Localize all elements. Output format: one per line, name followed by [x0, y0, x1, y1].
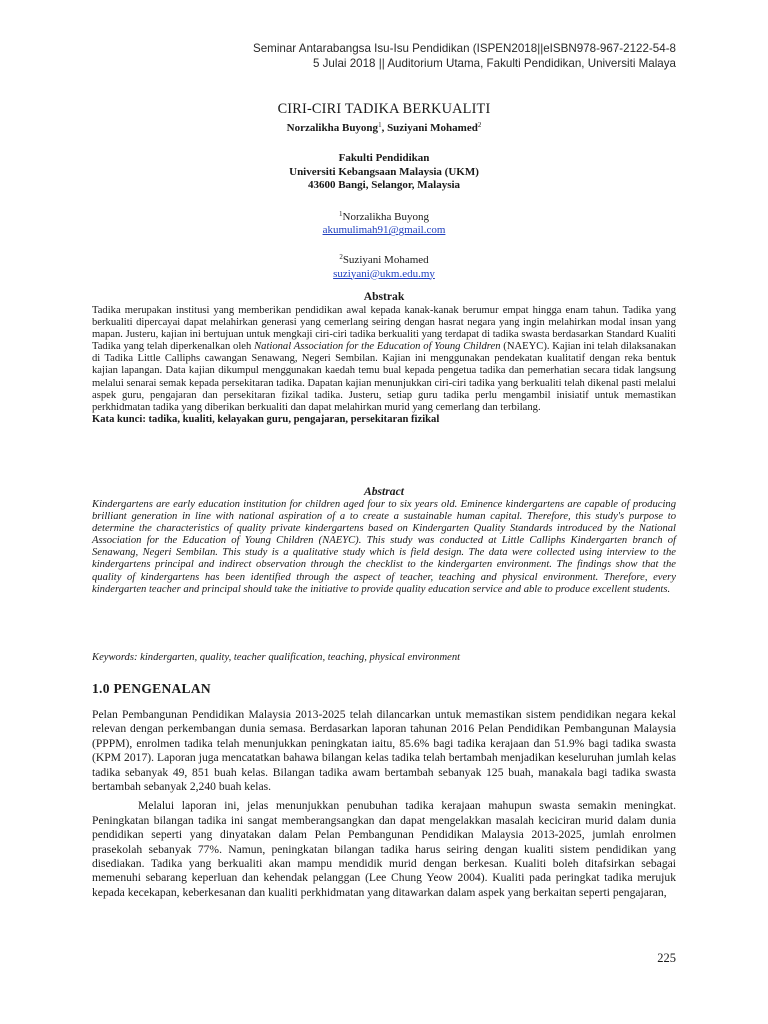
author-2-sup: 2	[477, 121, 482, 129]
abstract-ms-body	[92, 305, 676, 426]
affiliation-line-3: 43600 Bangi, Selangor, Malaysia	[307, 179, 461, 192]
contact-1-name: Norzalikha Buyong	[342, 210, 429, 223]
abstract-ms-heading: Abstrak	[363, 290, 405, 303]
section-body	[92, 708, 676, 900]
abstract-en-text: Kindergartens are early education institution for children aged four to six years old. Eminence kindergartens are capable of producing brilliant generation in line with national aspiration of a to create a sustainable human capital. Therefore, this study's purpose to determine the characteristics of quality private kindergartens based on Kindergarten Quality Standards introduced by the National Association for the Education of Young Children (NAEYC). This study was conducted at Little Calliphs Kindergarten branch of Senawang, Negeri Sembilan. This study is a qualitative study which is field design. The data were collected using interview to the kindergartens principal and indirect observation through the checklist to the kindergarten environment. The findings show that the quality of kindergartens has been identified through the aspect of teacher, teaching and physical environment. Therefore, every kindergarten teacher and principal should take the initiative to provide quality education service and able to produce excellent students.	[92, 499, 676, 595]
contact-block	[92, 208, 676, 281]
header-line-2: 5 Julai 2018 || Auditorium Utama, Fakulti Pendidikan, Universiti Malaya	[312, 57, 676, 70]
section-heading: 1.0 PENGENALAN	[92, 681, 211, 696]
affiliation	[92, 152, 676, 193]
contact-2-name: Suziyani Mohamed	[342, 253, 429, 266]
abstract-en-heading: Abstract	[364, 485, 404, 498]
header-line-1: Seminar Antarabangsa Isu-Isu Pendidikan (ISPEN2018||eISBN978-967-2122-54-8	[252, 42, 676, 55]
paper-title: CIRI-CIRI TADIKA BERKUALITI	[277, 101, 491, 117]
abstract-ms-text-a: Tadika merupakan institusi yang memberikan pendidikan awal kepada kanak-kanak berumur empat hingga enam tahun. Tadika yang berkualiti dipercayai dapat melahirkan generasi yang cemerlang seiring dengan hasrat negara yang ingin melahirkan modal insan yang mapan. Justeru, kajian ini bertujuan untuk mengkaji ciri-ciri tadika berkualiti yang terdapat di tadika swasta berdasarkan Standard Kualiti Tadika yang telah diperkenalkan oleh	[92, 305, 676, 353]
contact-1-email-link[interactable]: akumulimah91@gmail.com	[322, 224, 446, 237]
contact-1-name-line	[92, 208, 676, 225]
author-1: Norzalikha Buyong	[286, 122, 379, 134]
contact-2-name-line	[92, 251, 676, 268]
contact-2-sup: 2	[339, 252, 343, 261]
page-number: 225	[657, 951, 676, 965]
abstract-ms-text	[92, 305, 676, 414]
section-paragraph-1: Pelan Pembangunan Pendidikan Malaysia 2013-2025 telah dilancarkan untuk memastikan sistem pendidikan negara kekal relevan dengan perkembangan dunia semasa. Berdasarkan laporan tahunan 2016 Pelan Pendidikan Pembangunan Malaysia (PPPM), enrolmen tadika telah menunjukkan peningkatan iaitu, 85.6% bagi tadika kerajaan dan 51.9% bagi tadika swasta (KPM 2017). Laporan juga mencatatkan bahawa bilangan kelas tadika telah bertambah menjadikan keseluruhan jumlah kelas tadika sebanyak 49, 851 buah kelas. Bilangan tadika awam bertambah sebanyak 125 buah, manakala bagi tadika swasta bertambah sebanyak 2,240 buah kelas.	[92, 708, 676, 794]
abstract-ms-text-b: (NAEYC). Kajian ini telah dilaksanakan di Tadika Little Calliphs cawangan Senawang, Negeri Sembilan. Kajian ini menggunakan pendekatan kualitatif dengan reka bentuk kajian lapangan. Data kajian dikumpul menggunakan kaedah temu bual kepada pengetua tadika dan pemerhatian secara tidak langsung melalui senarai semak kepada persekitaran tadika. Dapatan kajian menunjukkan ciri-ciri tadika yang berkualiti telah dikenal pasti melalui aspek guru, pengajaran dan persekitaran fizikal tadika. Justeru, setiap guru tadika perlu mengambil inisiatif untuk memastikan perkhidmatan tadika yang diberikan berkualiti dan dapat melahirkan murid yang cemerlang dan terbilang.	[92, 341, 676, 413]
contact-2-email-link[interactable]: suziyani@ukm.edu.my	[333, 267, 435, 280]
title-block	[92, 101, 676, 281]
paper-page	[92, 0, 676, 1024]
author-2: Suziyani Mohamed	[387, 122, 478, 134]
abstract-ms-text-italic: National Association for the Education of Young Children	[254, 341, 501, 353]
author-separator: ,	[381, 122, 388, 134]
abstract-ms-keywords: Kata kunci: tadika, kualiti, kelayakan guru, pengajaran, persekitaran fizikal	[92, 413, 440, 425]
abstract-en-keywords: Keywords: kindergarten, quality, teacher qualification, teaching, physical environment	[92, 652, 461, 663]
affiliation-line-1: Fakulti Pendidikan	[338, 152, 430, 164]
author-line	[92, 118, 676, 135]
section-paragraph-2: Melalui laporan ini, jelas menunjukkan penubuhan tadika kerajaan mahupun swasta semakin meningkat. Peningkatan bilangan tadika ini sangat memberangsangkan dan dapat mengelakkan masalah keciciran murid dalam dunia pendidikan seperti yang dinyatakan dalam Pelan Pembangunan Pendidikan Malaysia 2013-2025, jumlah enrolmen prasekolah sebanyak 77%. Namun, peningkatan bilangan tadika harus seiring dengan kualiti sistem pendidikan yang disediakan. Tadika yang berkualiti akan mampu mendidik murid dengan berkesan. Kualiti boleh ditafsirkan sebagai memenuhi sebarang keperluan dan kehendak pelanggan (Lee Chung Yeow 2004). Kualiti pada peringkat tadika merujuk kepada kecekapan, keberkesanan dan kualiti perkhidmatan yang ditawarkan dalam aspek yang berkaitan seperti pengajaran,	[92, 799, 676, 899]
author-1-sup: 1	[378, 121, 382, 129]
affiliation-line-2: Universiti Kebangsaan Malaysia (UKM)	[289, 165, 479, 178]
running-header	[92, 41, 676, 71]
contact-1-sup: 1	[339, 209, 343, 218]
